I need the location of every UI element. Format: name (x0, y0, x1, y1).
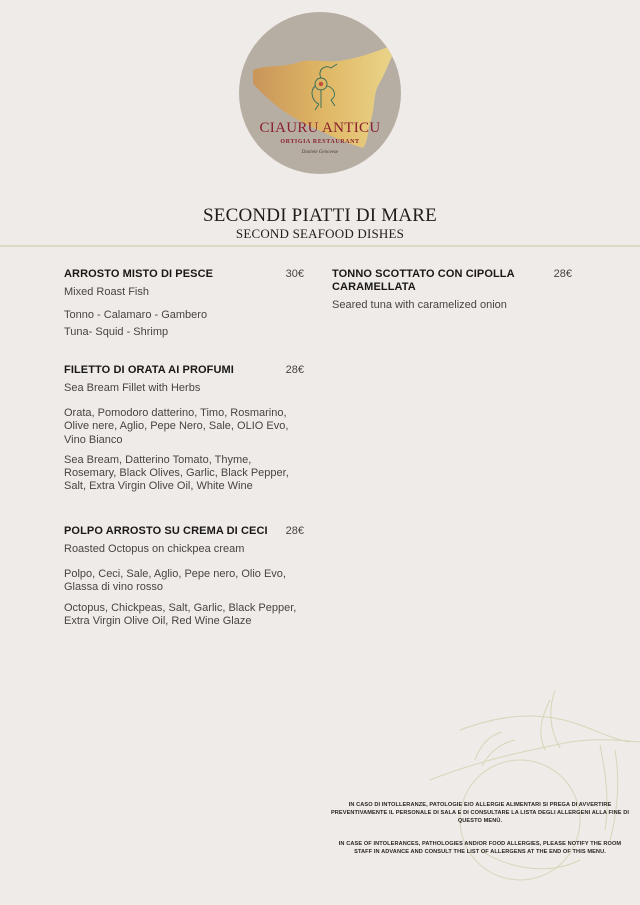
floral-decoration-icon (420, 670, 640, 900)
dish-ingredients-it: Orata, Pomodoro datterino, Timo, Rosmarino, Olive nere, Aglio, Pepe Nero, Sale, OLIO Evo, Vino Bianco (64, 407, 289, 446)
logo-signature: Daniele Genovese (301, 150, 339, 155)
dish-name: FILETTO DI ORATA AI PROFUMI (64, 364, 234, 376)
allergy-notice-english: IN CASE OF INTOLERANCES, PATHOLOGIES AND/OR FOOD ALLERGIES, PLEASE NOTIFY THE ROOM STAFF IN ADVANCE AND CONSULT THE LIST OF ALLERGENS AT THE END OF THIS MENU. (338, 841, 622, 855)
menu-item (64, 364, 304, 494)
dish-price: 28€ (553, 268, 572, 280)
dish-ingredients-en: Tuna- Squid - Shrimp (64, 326, 169, 339)
page-subtitle: SECOND SEAFOOD DISHES (235, 226, 405, 241)
header-divider (0, 245, 640, 247)
dish-ingredients-en: Sea Bream, Datterino Tomato, Thyme, Rosemary, Black Olives, Garlic, Black Pepper, Salt, Extra Virgin Olive Oil, White Wine (64, 453, 289, 493)
menu-item (64, 268, 304, 340)
dish-ingredients-it: Polpo, Ceci, Sale, Aglio, Pepe nero, Olio Evo, Glassa di vino rosso (64, 568, 286, 594)
page-title: SECONDI PIATTI DI MARE (203, 205, 437, 226)
dish-price: 28€ (285, 525, 304, 537)
dish-english-name: Sea Bream Fillet with Herbs (64, 382, 201, 394)
restaurant-logo (239, 12, 401, 174)
dish-name: TONNO SCOTTATO CON CIPOLLA CARAMELLATA (332, 268, 515, 293)
dish-price: 30€ (285, 268, 304, 280)
dish-english-name: Mixed Roast Fish (64, 286, 149, 298)
dish-english-name: Roasted Octopus on chickpea cream (64, 543, 245, 555)
menu-item (332, 268, 572, 312)
dish-ingredients-en: Octopus, Chickpeas, Salt, Garlic, Black Pepper, Extra Virgin Olive Oil, Red Wine Glaze (64, 601, 297, 627)
logo-name: CIAURU ANTICU (259, 120, 381, 136)
dish-price: 28€ (285, 364, 304, 376)
menu-item (64, 525, 304, 628)
dish-name: ARROSTO MISTO DI PESCE (64, 268, 214, 280)
logo-subtitle: ORTIGIA RESTAURANT (280, 139, 360, 145)
dish-name: POLPO ARROSTO SU CREMA DI CECI (64, 525, 268, 537)
allergy-notice-italian: IN CASO DI INTOLLERANZE, PATOLOGIE E/O ALLERGIE ALIMENTARI SI PREGA DI AVVERTIRE PREVENTIVAMENTE IL PERSONALE DI SALA E DI CONSULTARE LA LISTA DEGLI ALLERGENI ALLA FINE DI QUESTO MENÙ. (330, 802, 630, 824)
dish-ingredients-it: Tonno - Calamaro - Gambero (64, 309, 208, 321)
dish-english-name: Seared tuna with caramelized onion (332, 299, 507, 311)
